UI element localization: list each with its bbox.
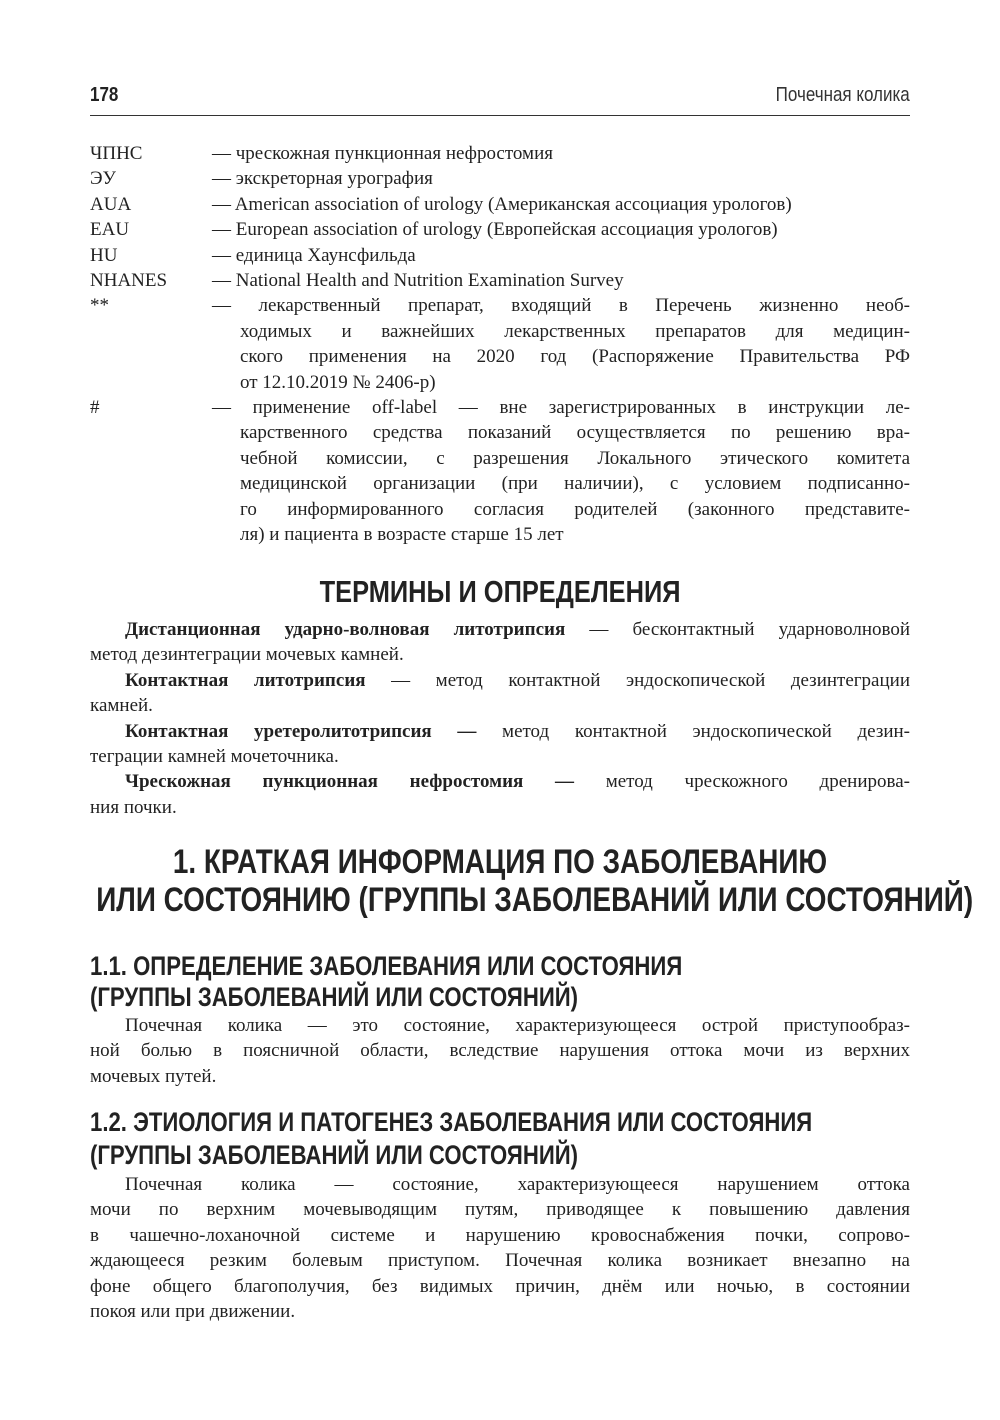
text-line: чебной комиссии, с разрешения Локального этического комитета bbox=[240, 447, 910, 469]
text-line: Почечная колика — состояние, характеризующееся нарушением оттока bbox=[125, 1174, 910, 1195]
text-line: — лекарственный препарат, входящий в Перечень жизненно необ- bbox=[212, 295, 910, 317]
abbreviation-term: # bbox=[90, 397, 100, 419]
abbreviation-item bbox=[90, 268, 910, 293]
abbreviation-definition bbox=[212, 395, 910, 547]
text-line: карственного средства показаний осуществляется по решению вра- bbox=[240, 422, 910, 444]
term-definition: — бесконтактный ударноволновой bbox=[565, 619, 910, 640]
abbreviation-definition bbox=[212, 166, 910, 191]
text-line: медицинской организации (при наличии), с условием подписанно- bbox=[240, 473, 910, 495]
page-number: 178 bbox=[90, 84, 119, 106]
abbreviation-term: ЧПНС bbox=[90, 143, 143, 164]
text-line: — European association of urology (Европейская ассоциация урологов) bbox=[212, 219, 778, 241]
abbreviation-item bbox=[90, 166, 910, 191]
text-line: ходимых и важнейших лекарственных препаратов для медицин- bbox=[240, 320, 910, 342]
abbreviation-item bbox=[90, 395, 910, 547]
abbreviation-definition bbox=[212, 192, 910, 217]
term-definition-first-line bbox=[90, 617, 910, 642]
abbreviation-item bbox=[90, 293, 910, 395]
header-rule bbox=[90, 115, 910, 116]
text-line: мочевых путей. bbox=[90, 1065, 217, 1087]
section-1-2-paragraph bbox=[90, 1172, 910, 1324]
text-line: метод дезинтеграции мочевых камней. bbox=[90, 644, 404, 666]
text-line: ского применения на 2020 год (Распоряжение Правительства РФ bbox=[240, 346, 910, 368]
term-definition: метод чрескожного дренирова- bbox=[605, 771, 910, 793]
heading-line: (ГРУППЫ ЗАБОЛЕВАНИЙ ИЛИ СОСТОЯНИЙ) bbox=[90, 982, 579, 1012]
abbreviation-item bbox=[90, 243, 910, 268]
text-line: теграции камней мочеточника. bbox=[90, 746, 339, 768]
abbreviation-definition bbox=[212, 243, 910, 268]
term-definition-first-line bbox=[90, 719, 910, 744]
heading-line: (ГРУППЫ ЗАБОЛЕВАНИЙ ИЛИ СОСТОЯНИЙ) bbox=[90, 1140, 579, 1170]
abbreviation-definition bbox=[212, 293, 910, 395]
heading-line: ИЛИ СОСТОЯНИЮ (ГРУППЫ ЗАБОЛЕВАНИЙ ИЛИ СОСТОЯНИЙ) bbox=[96, 881, 974, 919]
heading-line: 1.2. ЭТИОЛОГИЯ И ПАТОГЕНЕЗ ЗАБОЛЕВАНИЯ ИЛИ СОСТОЯНИЯ bbox=[90, 1107, 813, 1137]
running-title: Почечная колика bbox=[775, 84, 910, 106]
text-line: — единица Хаунсфильда bbox=[212, 244, 416, 266]
section-1-1-paragraph bbox=[90, 1013, 910, 1089]
terms-list bbox=[90, 617, 910, 820]
heading-line: 1.1. ОПРЕДЕЛЕНИЕ ЗАБОЛЕВАНИЯ ИЛИ СОСТОЯНИЯ bbox=[90, 951, 683, 981]
section-1-2-heading bbox=[90, 1106, 812, 1172]
abbreviation-item bbox=[90, 217, 910, 242]
section-1-heading bbox=[0, 843, 1000, 919]
term-name: Дистанционная ударно-волновая литотрипсия bbox=[125, 619, 566, 640]
section-1-1-heading bbox=[90, 951, 682, 1013]
text-line: в чашечно-лоханочной системе и нарушению кровоснабжения почки, сопрово- bbox=[90, 1224, 910, 1246]
abbreviation-term: EAU bbox=[90, 219, 130, 241]
abbreviation-term: AUA bbox=[90, 193, 132, 215]
abbreviation-term: ЭУ bbox=[90, 168, 116, 190]
text-line: ля) и пациента в возрасте старше 15 лет bbox=[240, 524, 564, 546]
term-name: Чрескожная пункционная нефростомия — bbox=[125, 771, 606, 793]
text-line: Почечная колика — это состояние, характеризующееся острой приступообраз- bbox=[125, 1015, 910, 1036]
text-line: — экскреторная урография bbox=[212, 168, 433, 190]
term-name: Контактная литотрипсия bbox=[125, 669, 366, 691]
terms-heading bbox=[0, 574, 1000, 610]
terms-heading-text: ТЕРМИНЫ И ОПРЕДЕЛЕНИЯ bbox=[319, 574, 681, 609]
heading-line: 1. КРАТКАЯ ИНФОРМАЦИЯ ПО ЗАБОЛЕВАНИЮ bbox=[172, 843, 828, 881]
text-line: — National Health and Nutrition Examination Survey bbox=[212, 270, 624, 292]
text-line: го информированного согласия родителей (законного представите- bbox=[240, 498, 910, 520]
abbreviation-term: HU bbox=[90, 244, 118, 266]
text-line: — применение off-label — вне зарегистрированных в инструкции ле- bbox=[212, 397, 910, 419]
abbreviation-item bbox=[90, 192, 910, 217]
abbreviation-definition bbox=[212, 268, 910, 293]
term-definition-first-line bbox=[90, 668, 910, 693]
term-name: Контактная уретеролитотрипсия — bbox=[125, 720, 503, 742]
text-line: — чрескожная пункционная нефростомия bbox=[212, 143, 553, 164]
term-definition: метод контактной эндоскопической дезин- bbox=[502, 720, 911, 742]
text-line: мочи по верхним мочевыводящим путям, приводящее к повышению давления bbox=[90, 1199, 910, 1221]
text-line: от 12.10.2019 № 2406-р) bbox=[240, 371, 436, 393]
text-line: ждающееся резким болевым приступом. Почечная колика возникает внезапно на bbox=[90, 1250, 910, 1272]
text-line: камней. bbox=[90, 695, 153, 717]
text-line: ния почки. bbox=[90, 796, 177, 818]
abbreviation-item bbox=[90, 141, 910, 166]
text-line: — American association of urology (Американская ассоциация урологов) bbox=[212, 193, 792, 215]
text-line: ной болью в поясничной области, вследствие нарушения оттока мочи из верхних bbox=[90, 1040, 910, 1062]
text-line: фоне общего благополучия, без видимых причин, днём или ночью, в состоянии bbox=[90, 1275, 910, 1297]
text-line: покоя или при движении. bbox=[90, 1301, 296, 1323]
abbreviation-term: ** bbox=[90, 295, 109, 317]
abbreviation-definition bbox=[212, 217, 910, 242]
abbreviation-list bbox=[90, 141, 910, 548]
abbreviation-term: NHANES bbox=[90, 270, 168, 292]
abbreviation-definition bbox=[212, 141, 910, 166]
term-definition-first-line bbox=[90, 769, 910, 794]
term-definition: — метод контактной эндоскопической дезинтеграции bbox=[365, 669, 910, 691]
